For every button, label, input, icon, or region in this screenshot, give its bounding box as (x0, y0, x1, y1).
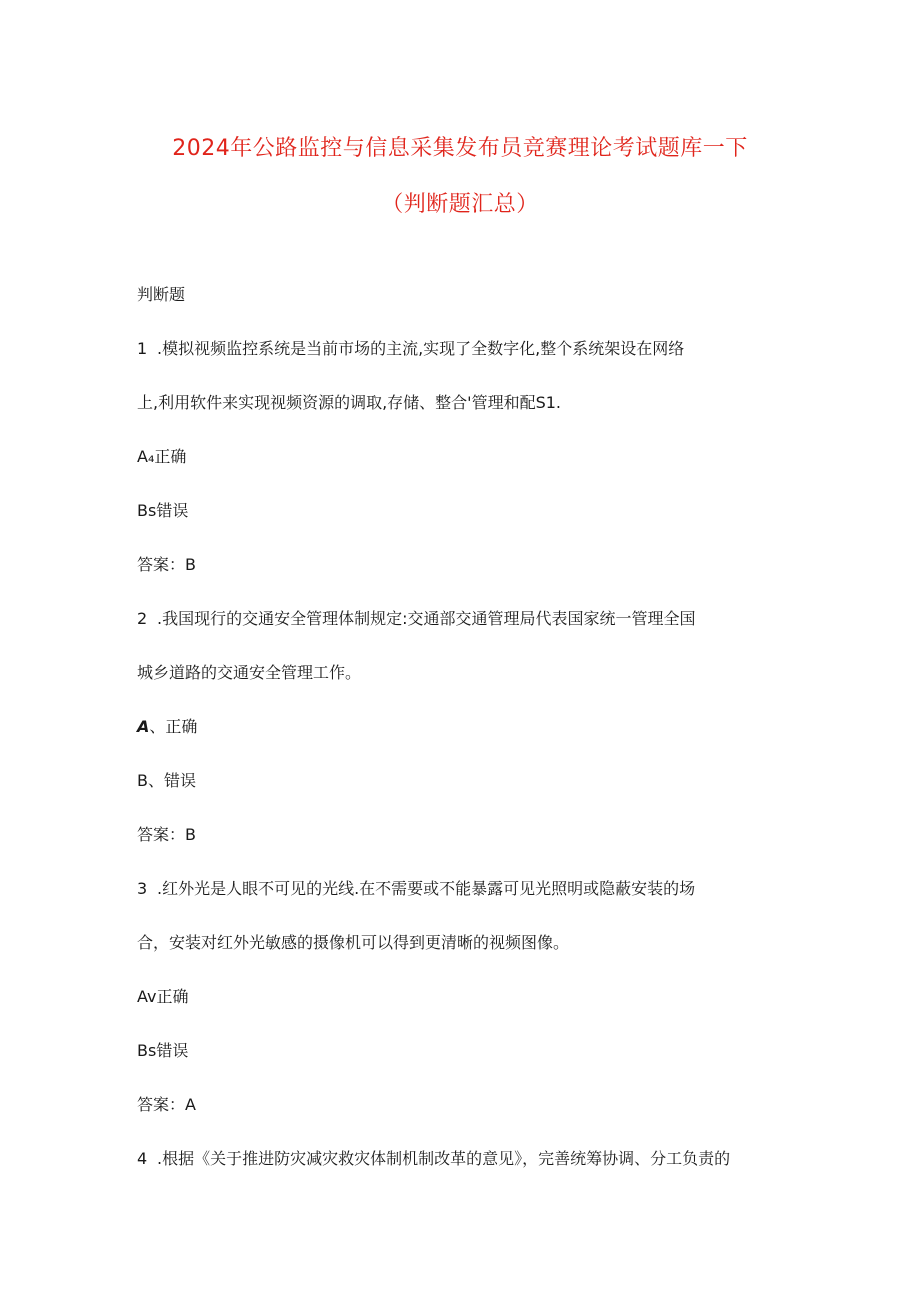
question-3-line-1 (137, 879, 695, 899)
question-2-line-2: 城乡道路的交通安全管理工作。 (137, 663, 362, 682)
question-3-text-1: .红外光是人眼不可见的光线.在不需要或不能暴露可见光照明或隐蔽安装的场 (157, 879, 696, 898)
question-3-option-a: Av正确 (137, 987, 189, 1006)
question-2-number: 2 (137, 609, 148, 628)
question-2-option-a-letter: A (137, 717, 150, 736)
question-1-line-1 (137, 339, 684, 359)
question-2-option-b: B、错误 (137, 771, 196, 790)
document-title-line-2: （判断题汇总） (381, 192, 539, 217)
question-3-number: 3 (137, 879, 148, 898)
question-4-line-1 (137, 1149, 730, 1169)
question-2-line-1 (137, 609, 695, 629)
document-title-line-1: 2024年公路监控与信息采集发布员竞赛理论考试题库一下 (172, 136, 748, 161)
question-2-answer: 答案：B (137, 825, 196, 844)
question-2-option-a (137, 717, 197, 737)
question-3-answer: 答案：A (137, 1095, 196, 1114)
question-1-text-1: .模拟视频监控系统是当前市场的主流,实现了全数字化,整个系统架设在网络 (157, 339, 685, 358)
question-1-number: 1 (137, 339, 148, 358)
question-1-option-b: Bs错误 (137, 501, 189, 520)
question-2-option-a-text: 、正确 (149, 717, 198, 736)
question-2-text-1: .我国现行的交通安全管理体制规定:交通部交通管理局代表国家统一管理全国 (157, 609, 696, 628)
question-1-line-2: 上,利用软件来实现视频资源的调取,存储、整合'管理和配S1. (137, 393, 561, 412)
question-4-text-1: .根据《关于推进防灾减灾救灾体制机制改革的意见》，完善统筹协调、分工负责的 (157, 1149, 731, 1168)
question-3-option-b: Bs错误 (137, 1041, 189, 1060)
section-heading: 判断题 (137, 285, 186, 304)
question-1-answer: 答案：B (137, 555, 196, 574)
question-4-number: 4 (137, 1149, 148, 1168)
question-1-option-a: A₄正确 (137, 447, 187, 466)
question-3-line-2: 合，安装对红外光敏感的摄像机可以得到更清晰的视频图像。 (137, 933, 570, 952)
